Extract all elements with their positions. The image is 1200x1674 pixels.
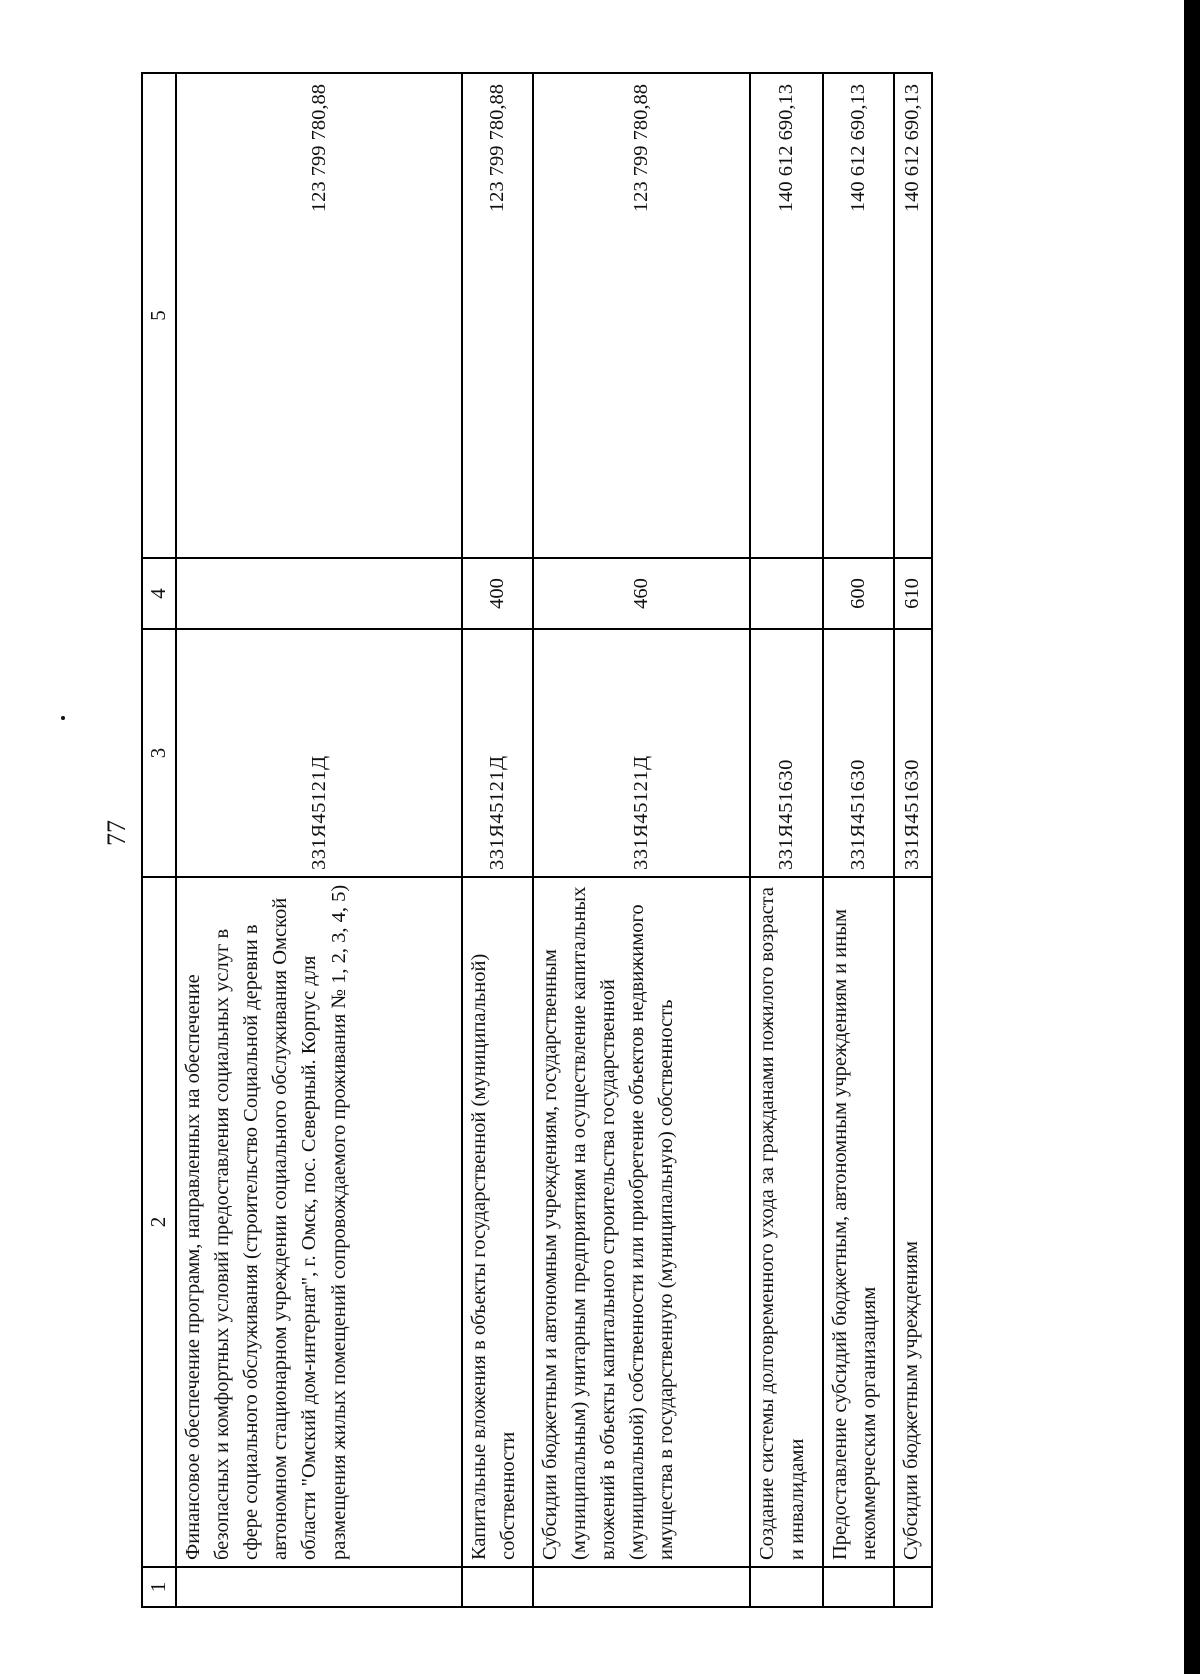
- header-col-3: 3: [142, 629, 176, 877]
- header-col-2: 2: [142, 877, 176, 1567]
- row-col-1: [750, 1567, 823, 1607]
- row-expense-type: [750, 558, 823, 629]
- row-description: Финансовое обеспечение программ, направленных на обеспечение безопасных и комфортных условий предоставления социальных услуг в сфере социального обслуживания (строительство Социальной деревни в автономном стационарном учреждении социального обслуживания Омской области "Омский дом-интернат", г. Омск, пос. Северный. Корпус для размещения жилых помещений сопровождаемого проживания № 1, 2, 3, 4, 5): [176, 877, 462, 1567]
- scan-speck: [61, 716, 65, 720]
- row-code: 331Я45121Д: [533, 629, 751, 877]
- scan-edge-bar: [1184, 0, 1200, 1674]
- page-number: 77: [102, 820, 131, 846]
- row-description: Капитальные вложения в объекты государственной (муниципальной) собственности: [462, 877, 532, 1567]
- table-row: [176, 73, 462, 1607]
- row-code: 331Я45121Д: [176, 629, 462, 877]
- header-col-4: 4: [142, 558, 176, 629]
- row-code: 331Я45121Д: [462, 629, 532, 877]
- row-col-1: [462, 1567, 532, 1607]
- table-row: [750, 73, 823, 1607]
- row-description: Предоставление субсидий бюджетным, автономным учреждениям и иным некоммерческим организациям: [823, 877, 893, 1567]
- header-col-5: 5: [142, 73, 176, 558]
- row-expense-type: 610: [894, 558, 932, 629]
- row-amount: 140 612 690,13: [894, 73, 932, 558]
- header-col-1: 1: [142, 1567, 176, 1607]
- row-col-1: [894, 1567, 932, 1607]
- row-expense-type: 600: [823, 558, 893, 629]
- row-code: 331Я451630: [823, 629, 893, 877]
- table-row: [894, 73, 932, 1607]
- row-expense-type: 400: [462, 558, 532, 629]
- row-amount: 123 799 780,88: [462, 73, 532, 558]
- row-description: Создание системы долговременного ухода за гражданами пожилого возраста и инвалидами: [750, 877, 823, 1567]
- row-amount: 123 799 780,88: [533, 73, 751, 558]
- row-expense-type: 460: [533, 558, 751, 629]
- header-row: [142, 73, 176, 1607]
- table-row: [462, 73, 532, 1607]
- row-description: Субсидии бюджетным и автономным учреждениям, государственным (муниципальным) унитарным предприятиям на осуществление капитальных вложений в объекты капитального строительства государственной (муниципальной) собственности или приобретение объектов недвижимого имущества в государственную (муниципальную) собственность: [533, 877, 751, 1567]
- table-row: [823, 73, 893, 1607]
- row-description: Субсидии бюджетным учреждениям: [894, 877, 932, 1567]
- row-amount: 123 799 780,88: [176, 73, 462, 558]
- budget-table: [141, 72, 933, 1608]
- row-amount: 140 612 690,13: [823, 73, 893, 558]
- row-col-1: [533, 1567, 751, 1607]
- row-code: 331Я451630: [750, 629, 823, 877]
- rotated-table-container: [141, 74, 933, 1608]
- row-col-1: [823, 1567, 893, 1607]
- row-expense-type: [176, 558, 462, 629]
- table-row: [533, 73, 751, 1607]
- row-amount: 140 612 690,13: [750, 73, 823, 558]
- row-code: 331Я451630: [894, 629, 932, 877]
- row-col-1: [176, 1567, 462, 1607]
